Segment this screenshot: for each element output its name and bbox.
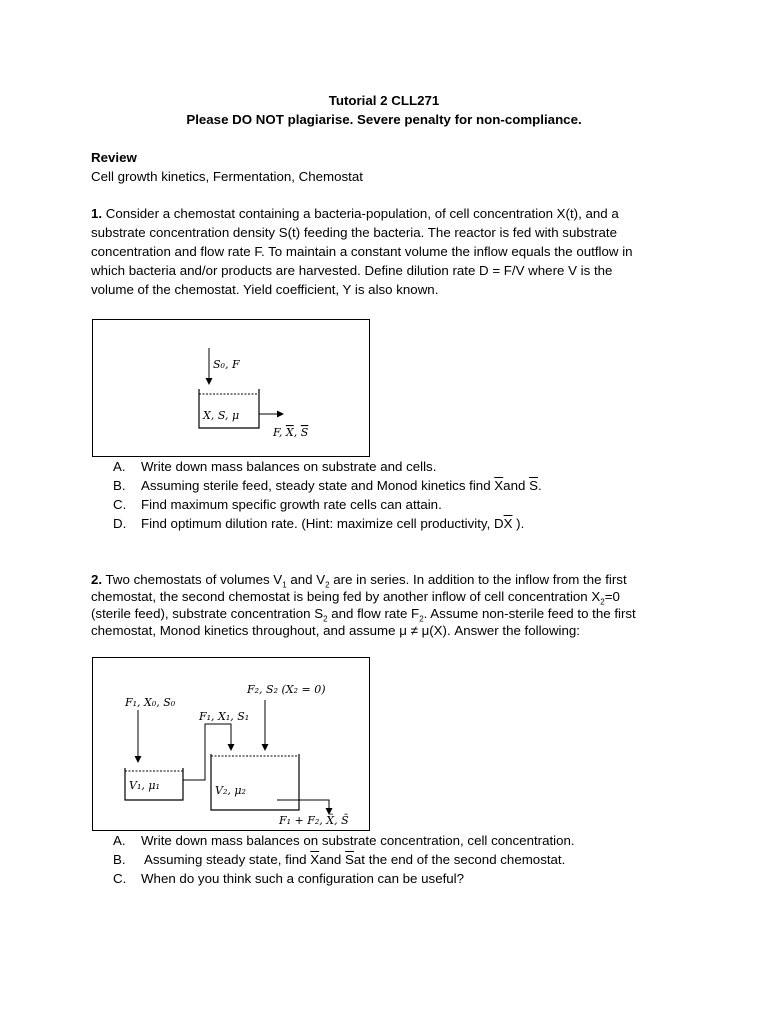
q2-item-b-text: Assuming steady state, find [141, 852, 311, 867]
q2-line-3-a: (sterile feed), substrate concentration S [91, 606, 324, 621]
q1-item-a-text: Write down mass balances on substrate and cells. [141, 459, 437, 474]
tank1-label: V₁, μ₁ [129, 779, 160, 792]
q2-item-b [113, 852, 565, 868]
q2-item-a-text: Write down mass balances on substrate concentration, cell concentration. [141, 833, 575, 848]
q1-number: 1. [91, 206, 103, 221]
q1-item-c-mark: C. [113, 497, 127, 512]
outflow-label-2: F₁ + F₂, X̄, S̄ [279, 814, 349, 827]
q2-item-c [113, 871, 464, 887]
document-title: Tutorial 2 CLL271 [328, 93, 440, 108]
q2-line-3-b: and flow rate F [327, 606, 420, 621]
series-chemostat-diagram [92, 657, 370, 831]
q1-item-b-end: . [537, 478, 542, 493]
tank-label: X, S, μ [203, 409, 240, 422]
q2-item-c-mark: C. [113, 871, 127, 886]
tank2-label: V₂, μ₂ [215, 784, 246, 797]
q2-number: 2. [91, 572, 103, 587]
q1-item-d-end: ). [512, 516, 525, 531]
q2-item-b-xbar: $\overline{X}$ [310, 852, 320, 867]
q1-line-4: which bacteria and/or products are harvested. Define dilution rate D = F/V where V is the [91, 263, 613, 278]
q1-line-2: substrate concentration density S(t) feeding the bacteria. The reactor is fed with substrate [91, 225, 617, 240]
tank1-inflow-label: F₁, X₀, S₀ [125, 696, 176, 709]
q1-line-1 [91, 206, 619, 222]
plagiarism-warning: Please DO NOT plagiarise. Severe penalty for non-compliance. [186, 112, 582, 127]
tank2-outline [211, 754, 299, 810]
chemostat-diagram-drawing [93, 320, 369, 456]
q1-item-b-mark: B. [113, 478, 126, 493]
chemostat-diagram [92, 319, 370, 457]
q1-item-b-mid: and [503, 478, 530, 493]
inflow-label: S₀, F [213, 358, 240, 371]
outflow-label [272, 426, 309, 439]
q2-item-b-end: at the end of the second chemostat. [353, 852, 566, 867]
q1-item-b [113, 478, 542, 494]
q2-f2-sub: 2 [419, 614, 424, 624]
q2-item-b-sbar: $\overline{S}$ [345, 852, 354, 867]
q2-item-b-mark: B. [113, 852, 126, 867]
q2-item-a-mark: A. [113, 833, 126, 848]
q1-item-c [113, 497, 442, 513]
q1-item-d [113, 516, 524, 532]
q2-item-b-mid: and [319, 852, 346, 867]
q1-item-b-xbar: $\overline{X}$ [494, 478, 504, 493]
q2-item-a [113, 833, 575, 849]
q1-line-5: volume of the chemostat. Yield coefficient, Y is also known. [91, 282, 439, 297]
q2-line-1-c: are in series. In addition to the inflow from the first [329, 572, 627, 587]
q1-item-b-text: Assuming sterile feed, steady state and Monod kinetics find [141, 478, 495, 493]
q2-v2-sub: 2 [325, 580, 330, 590]
q2-line-3-c: . Assume non-sterile feed to the first [423, 606, 636, 621]
q1-item-d-text: Find optimum dilution rate. (Hint: maximize cell productivity, D [141, 516, 504, 531]
outflow-arrow-2 [277, 800, 329, 814]
review-topics: Cell growth kinetics, Fermentation, Chemostat [91, 169, 363, 184]
q2-line-1-a: Two chemostats of volumes V [102, 572, 283, 587]
outflow-x: X [285, 426, 294, 439]
q2-s2-sub: 2 [323, 614, 328, 624]
q2-line-2-end: =0 [604, 589, 620, 604]
transfer-pipe-arrow [183, 724, 231, 780]
outflow-sep: , [293, 426, 301, 439]
transfer-label: F₁, X₁, S₁ [199, 710, 250, 723]
q1-item-a-mark: A. [113, 459, 126, 474]
q2-line-1-b: and V [286, 572, 326, 587]
q1-item-c-text: Find maximum specific growth rate cells can attain. [141, 497, 442, 512]
series-chemostat-drawing [93, 658, 369, 830]
q1-item-d-xbar: $\overline{X}$ [503, 516, 513, 531]
q1-item-d-mark: D. [113, 516, 127, 531]
outflow-s: S [300, 426, 309, 439]
tank2-inflow-label: F₂, S₂ (X₂ = 0) [247, 683, 326, 696]
q1-item-a [113, 459, 436, 475]
q2-line-4: chemostat, Monod kinetics throughout, and assume μ ≠ μ(X). Answer the following: [91, 623, 580, 638]
q2-item-c-text: When do you think such a configuration can be useful? [141, 871, 465, 886]
q2-v1-sub: 1 [282, 580, 287, 590]
q2-line-2-text: chemostat, the second chemostat is being fed by another inflow of cell concentration X [91, 589, 601, 604]
q1-line-3: concentration and flow rate F. To maintain a constant volume the inflow equals the outflow in [91, 244, 633, 259]
q1-text-1: Consider a chemostat containing a bacteria-population, of cell concentration X(t), and a [102, 206, 619, 221]
outflow-prefix: F, [273, 426, 286, 439]
q1-item-b-sbar: $\overline{S}$ [529, 478, 538, 493]
q2-x2-sub: 2 [600, 597, 605, 607]
review-heading: Review [91, 150, 137, 165]
